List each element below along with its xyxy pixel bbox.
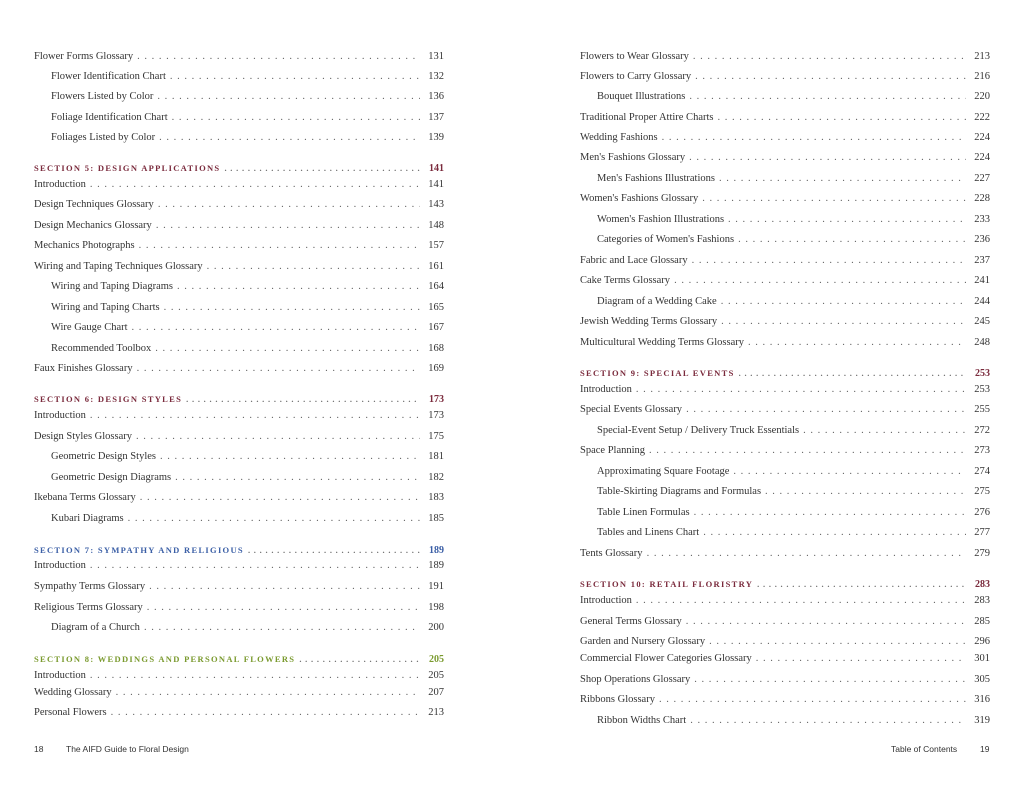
page-number: 283	[975, 579, 990, 590]
page-number: 301	[974, 653, 990, 664]
toc-entry	[580, 213, 990, 227]
page-number: 275	[974, 486, 990, 497]
entry-title: Flower Identification Chart	[51, 71, 166, 82]
toc-entry	[34, 686, 444, 700]
toc-section-heading	[580, 577, 990, 592]
dot-leader	[175, 471, 420, 485]
toc-entry	[34, 239, 444, 253]
entry-title: Bouquet Illustrations	[597, 91, 686, 102]
entry-title: Table-Skirting Diagrams and Formulas	[597, 486, 762, 497]
dot-leader	[739, 366, 966, 380]
page-number: 200	[428, 622, 444, 633]
toc-entry	[580, 594, 990, 608]
toc-entry	[34, 50, 444, 64]
dot-leader	[160, 450, 420, 464]
page-number: 222	[974, 112, 990, 123]
dot-leader	[694, 506, 966, 520]
dot-leader	[748, 336, 966, 350]
toc-entry	[580, 526, 990, 540]
entry-title: Space Planning	[580, 445, 646, 456]
entry-title: Introduction	[580, 595, 632, 606]
dot-leader	[149, 580, 420, 594]
entry-title: Geometric Design Diagrams	[51, 472, 172, 483]
dot-leader	[186, 392, 420, 406]
entry-title: Geometric Design Styles	[51, 451, 156, 462]
entry-title: Ribbon Widths Chart	[597, 715, 687, 726]
dot-leader	[164, 301, 420, 315]
right-footer-section-title: Table of Contents	[891, 744, 958, 754]
section-title: SECTION 6: DESIGN STYLES	[34, 394, 183, 404]
page-number: 213	[428, 707, 444, 718]
page-number: 276	[974, 507, 990, 518]
toc-entry	[580, 444, 990, 458]
entry-title: Ribbons Glossary	[580, 694, 655, 705]
dot-leader	[155, 342, 420, 356]
dot-leader	[136, 430, 420, 444]
page-number: 213	[974, 51, 990, 62]
page-number: 236	[974, 234, 990, 245]
toc-entry	[580, 131, 990, 145]
toc-entry	[580, 111, 990, 125]
toc-entry	[580, 90, 990, 104]
toc-entry	[34, 178, 444, 192]
entry-title: Special Events Glossary	[580, 404, 683, 415]
entry-title: Women's Fashion Illustrations	[597, 214, 725, 225]
dot-leader	[636, 383, 966, 397]
entry-title: Tables and Linens Chart	[597, 527, 700, 538]
page-number: 189	[429, 545, 444, 556]
page-number: 296	[974, 636, 990, 647]
entry-title: Introduction	[34, 560, 86, 571]
page-number: 189	[428, 560, 444, 571]
dot-leader	[139, 239, 420, 253]
page-number: 237	[974, 255, 990, 266]
page-number: 241	[974, 275, 990, 286]
page-number: 233	[974, 214, 990, 225]
toc-entry	[34, 301, 444, 315]
entry-title: Sympathy Terms Glossary	[34, 581, 146, 592]
page-number: 167	[428, 322, 444, 333]
toc-section-heading	[34, 161, 444, 176]
section-title: SECTION 5: DESIGN APPLICATIONS	[34, 163, 221, 173]
dot-leader	[686, 615, 966, 629]
toc-entry	[34, 580, 444, 594]
dot-leader	[636, 594, 966, 608]
page-number: 279	[974, 548, 990, 559]
dot-leader	[128, 512, 420, 526]
dot-leader	[299, 652, 420, 666]
page-number: 185	[428, 513, 444, 524]
dot-leader	[717, 111, 966, 125]
entry-title: Flowers to Carry Glossary	[580, 71, 692, 82]
dot-leader	[90, 559, 420, 573]
entry-title: Tents Glossary	[580, 548, 643, 559]
entry-title: Traditional Proper Attire Charts	[580, 112, 714, 123]
toc-entry	[580, 547, 990, 561]
page-number: 181	[428, 451, 444, 462]
entry-title: Wiring and Taping Diagrams	[51, 281, 173, 292]
entry-title: General Terms Glossary	[580, 616, 682, 627]
entry-title: Men's Fashions Illustrations	[597, 173, 715, 184]
page-number: 277	[974, 527, 990, 538]
dot-leader	[137, 362, 420, 376]
page-number: 141	[428, 179, 444, 190]
section-title: SECTION 8: WEDDINGS AND PERSONAL FLOWERS	[34, 654, 296, 664]
dot-leader	[765, 485, 966, 499]
dot-leader	[172, 111, 420, 125]
page-number: 207	[428, 687, 444, 698]
toc-entry	[34, 198, 444, 212]
dot-leader	[721, 315, 966, 329]
toc-entry	[34, 512, 444, 526]
dot-leader	[111, 706, 420, 720]
toc-entry	[34, 131, 444, 145]
entry-title: Wedding Fashions	[580, 132, 658, 143]
entry-title: Shop Operations Glossary	[580, 674, 691, 685]
toc-entry	[34, 559, 444, 573]
toc-entry	[34, 669, 444, 683]
toc-entry	[34, 409, 444, 423]
dot-leader	[647, 547, 966, 561]
toc-entry	[34, 621, 444, 635]
dot-leader	[659, 693, 966, 707]
toc-entry	[580, 295, 990, 309]
dot-leader	[159, 131, 420, 145]
dot-leader	[738, 233, 966, 247]
entry-title: Foliage Identification Chart	[51, 112, 168, 123]
page-number: 183	[428, 492, 444, 503]
page-number: 255	[974, 404, 990, 415]
section-title: SECTION 7: SYMPATHY AND RELIGIOUS	[34, 545, 244, 555]
dot-leader	[690, 714, 966, 728]
toc-entry	[580, 403, 990, 417]
page-number: 272	[974, 425, 990, 436]
page-number: 131	[428, 51, 444, 62]
page-number: 165	[428, 302, 444, 313]
dot-leader	[157, 90, 420, 104]
toc-section-heading	[34, 392, 444, 407]
dot-leader	[803, 424, 966, 438]
dot-leader	[144, 621, 420, 635]
dot-leader	[207, 260, 420, 274]
dot-leader	[689, 90, 966, 104]
page-number: 139	[428, 132, 444, 143]
page-number: 245	[974, 316, 990, 327]
toc-entry	[34, 471, 444, 485]
entry-title: Kubari Diagrams	[51, 513, 124, 524]
entry-title: Design Mechanics Glossary	[34, 220, 152, 231]
page-number: 136	[428, 91, 444, 102]
page-number: 244	[974, 296, 990, 307]
toc-section-heading	[34, 652, 444, 667]
page-number: 273	[974, 445, 990, 456]
page-number: 228	[974, 193, 990, 204]
dot-leader	[90, 178, 420, 192]
toc-entry	[580, 693, 990, 707]
dot-leader	[709, 635, 966, 649]
entry-title: Introduction	[34, 670, 86, 681]
toc-entry	[580, 714, 990, 728]
entry-title: Faux Finishes Glossary	[34, 363, 133, 374]
toc-entry	[580, 652, 990, 666]
dot-leader	[170, 70, 420, 84]
page-number: 224	[974, 152, 990, 163]
entry-title: Flower Forms Glossary	[34, 51, 134, 62]
entry-title: Personal Flowers	[34, 707, 107, 718]
toc-entry	[580, 383, 990, 397]
dot-leader	[132, 321, 420, 335]
page-number: 173	[429, 394, 444, 405]
page-number: 132	[428, 71, 444, 82]
entry-title: Categories of Women's Fashions	[597, 234, 735, 245]
page-number: 161	[428, 261, 444, 272]
toc-entry	[34, 706, 444, 720]
toc-entry	[34, 321, 444, 335]
page-number: 169	[428, 363, 444, 374]
dot-leader	[757, 577, 966, 591]
page-number: 316	[974, 694, 990, 705]
dot-leader	[116, 686, 420, 700]
page-number: 220	[974, 91, 990, 102]
dot-leader	[147, 601, 420, 615]
entry-title: Wiring and Taping Techniques Glossary	[34, 261, 203, 272]
entry-title: Introduction	[34, 410, 86, 421]
entry-title: Jewish Wedding Terms Glossary	[580, 316, 718, 327]
dot-leader	[248, 543, 420, 557]
dot-leader	[90, 669, 420, 683]
page-number: 141	[429, 163, 444, 174]
dot-leader	[689, 151, 966, 165]
toc-entry	[580, 485, 990, 499]
toc-entry	[580, 233, 990, 247]
dot-leader	[721, 295, 966, 309]
entry-title: Mechanics Photographs	[34, 240, 135, 251]
toc-entry	[34, 491, 444, 505]
toc-entry	[580, 192, 990, 206]
toc-entry	[34, 280, 444, 294]
page-number: 137	[428, 112, 444, 123]
entry-title: Diagram of a Wedding Cake	[597, 296, 717, 307]
page-number: 248	[974, 337, 990, 348]
entry-title: Design Styles Glossary	[34, 431, 132, 442]
page-number: 274	[974, 466, 990, 477]
dot-leader	[137, 50, 420, 64]
dot-leader	[674, 274, 966, 288]
toc-entry	[580, 172, 990, 186]
toc-entry	[34, 430, 444, 444]
dot-leader	[177, 280, 420, 294]
toc-entry	[580, 336, 990, 350]
entry-title: Table Linen Formulas	[597, 507, 690, 518]
toc-entry	[34, 450, 444, 464]
page-number: 148	[428, 220, 444, 231]
page-number: 198	[428, 602, 444, 613]
dot-leader	[695, 70, 966, 84]
dot-leader	[692, 254, 966, 268]
entry-title: Flowers Listed by Color	[51, 91, 154, 102]
entry-title: Wire Gauge Chart	[51, 322, 128, 333]
dot-leader	[733, 465, 966, 479]
toc-entry	[34, 362, 444, 376]
toc-entry	[34, 219, 444, 233]
dot-leader	[649, 444, 966, 458]
toc-entry	[34, 90, 444, 104]
entry-title: Men's Fashions Glossary	[580, 152, 686, 163]
toc-entry	[580, 615, 990, 629]
entry-title: Design Techniques Glossary	[34, 199, 154, 210]
entry-title: Foliages Listed by Color	[51, 132, 156, 143]
toc-entry	[580, 465, 990, 479]
dot-leader	[662, 131, 966, 145]
toc-entry	[34, 70, 444, 84]
dot-leader	[90, 409, 420, 423]
page-number: 319	[974, 715, 990, 726]
entry-title: Religious Terms Glossary	[34, 602, 143, 613]
right-footer-page-number: 19	[980, 744, 990, 754]
page-number: 205	[428, 670, 444, 681]
page-number: 227	[974, 173, 990, 184]
page-number: 168	[428, 343, 444, 354]
dot-leader	[728, 213, 966, 227]
toc-entry	[580, 424, 990, 438]
toc-entry	[34, 342, 444, 356]
entry-title: Wedding Glossary	[34, 687, 112, 698]
toc-entry	[580, 673, 990, 687]
dot-leader	[140, 491, 420, 505]
page-number: 164	[428, 281, 444, 292]
entry-title: Special-Event Setup / Delivery Truck Essentials	[597, 425, 800, 436]
toc-entry	[580, 506, 990, 520]
page-number: 205	[429, 654, 444, 665]
toc-entry	[580, 315, 990, 329]
toc-entry	[580, 635, 990, 649]
page-number: 224	[974, 132, 990, 143]
page-number: 283	[974, 595, 990, 606]
dot-leader	[158, 198, 420, 212]
dot-leader	[693, 50, 966, 64]
entry-title: Introduction	[580, 384, 632, 395]
entry-title: Commercial Flower Categories Glossary	[580, 653, 752, 664]
page-number: 191	[428, 581, 444, 592]
section-title: SECTION 9: SPECIAL EVENTS	[580, 368, 735, 378]
entry-title: Ikebana Terms Glossary	[34, 492, 136, 503]
entry-title: Multicultural Wedding Terms Glossary	[580, 337, 744, 348]
entry-title: Garden and Nursery Glossary	[580, 636, 706, 647]
entry-title: Approximating Square Footage	[597, 466, 730, 477]
page-number: 157	[428, 240, 444, 251]
page-number: 216	[974, 71, 990, 82]
entry-title: Women's Fashions Glossary	[580, 193, 699, 204]
toc-entry	[580, 70, 990, 84]
left-footer-book-title: The AIFD Guide to Floral Design	[66, 744, 189, 754]
dot-leader	[686, 403, 966, 417]
toc-entry	[580, 50, 990, 64]
page-number: 173	[428, 410, 444, 421]
toc-section-heading	[34, 543, 444, 558]
dot-leader	[156, 219, 420, 233]
toc-entry	[580, 254, 990, 268]
page-number: 175	[428, 431, 444, 442]
page-number: 305	[974, 674, 990, 685]
toc-entry	[34, 260, 444, 274]
entry-title: Recommended Toolbox	[51, 343, 152, 354]
dot-leader	[756, 652, 966, 666]
dot-leader	[703, 526, 966, 540]
page-number: 143	[428, 199, 444, 210]
dot-leader	[224, 161, 420, 175]
entry-title: Introduction	[34, 179, 86, 190]
entry-title: Cake Terms Glossary	[580, 275, 671, 286]
page-number: 182	[428, 472, 444, 483]
dot-leader	[694, 673, 966, 687]
dot-leader	[719, 172, 966, 186]
entry-title: Flowers to Wear Glossary	[580, 51, 689, 62]
page-number: 285	[974, 616, 990, 627]
left-footer-page-number: 18	[34, 744, 44, 754]
dot-leader	[702, 192, 966, 206]
page-number: 253	[975, 368, 990, 379]
entry-title: Fabric and Lace Glossary	[580, 255, 688, 266]
toc-entry	[34, 111, 444, 125]
entry-title: Diagram of a Church	[51, 622, 140, 633]
toc-entry	[580, 151, 990, 165]
page-number: 253	[974, 384, 990, 395]
toc-section-heading	[580, 366, 990, 381]
toc-entry	[34, 601, 444, 615]
entry-title: Wiring and Taping Charts	[51, 302, 160, 313]
section-title: SECTION 10: RETAIL FLORISTRY	[580, 579, 754, 589]
toc-entry	[580, 274, 990, 288]
